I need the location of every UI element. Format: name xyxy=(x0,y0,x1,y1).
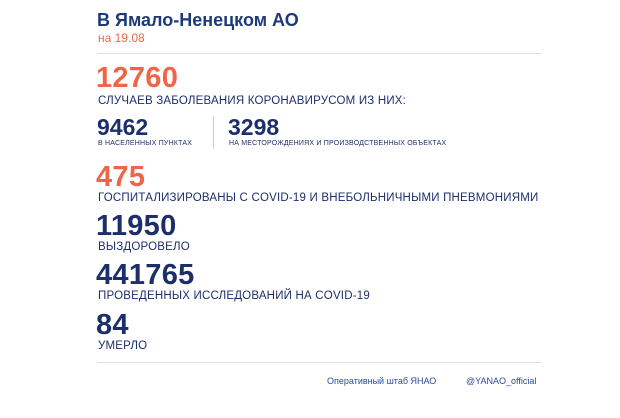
fields-cases-label: НА МЕСТОРОЖДЕНИЯХ И ПРОИЗВОДСТВЕННЫХ ОБЪЕКТАХ xyxy=(229,140,447,147)
fields-cases-value: 3298 xyxy=(228,114,280,140)
total-cases-value: 12760 xyxy=(96,62,179,94)
tests-label: ПРОВЕДЕННЫХ ИССЛЕДОВАНИЙ НА COVID-19 xyxy=(98,290,370,302)
top-divider xyxy=(97,53,541,54)
settlements-cases-label: В НАСЕЛЕННЫХ ПУНКТАХ xyxy=(98,140,193,147)
cases-divider xyxy=(213,116,214,149)
total-cases-label: СЛУЧАЕВ ЗАБОЛЕВАНИЯ КОРОНАВИРУСОМ ИЗ НИХ: xyxy=(98,95,407,107)
deaths-value: 84 xyxy=(96,309,129,341)
deaths-label: УМЕРЛО xyxy=(98,340,148,352)
page-title: В Ямало-Ненецком АО xyxy=(97,10,299,30)
hospitalized-label: ГОСПИТАЛИЗИРОВАНЫ С COVID-19 И ВНЕБОЛЬНИЧНЫМИ ПНЕВМОНИЯМИ xyxy=(98,192,539,204)
bottom-divider xyxy=(97,362,541,363)
settlements-cases-value: 9462 xyxy=(97,114,149,140)
recovered-value: 11950 xyxy=(96,210,177,242)
tests-value: 441765 xyxy=(96,259,195,291)
recovered-label: ВЫЗДОРОВЕЛО xyxy=(98,241,190,253)
date-subtitle: на 19.08 xyxy=(98,31,145,45)
footer-source: Оперативный штаб ЯНАО xyxy=(327,376,437,386)
footer-social-handle[interactable]: @YANAO_official xyxy=(466,376,537,386)
hospitalized-value: 475 xyxy=(96,161,146,193)
